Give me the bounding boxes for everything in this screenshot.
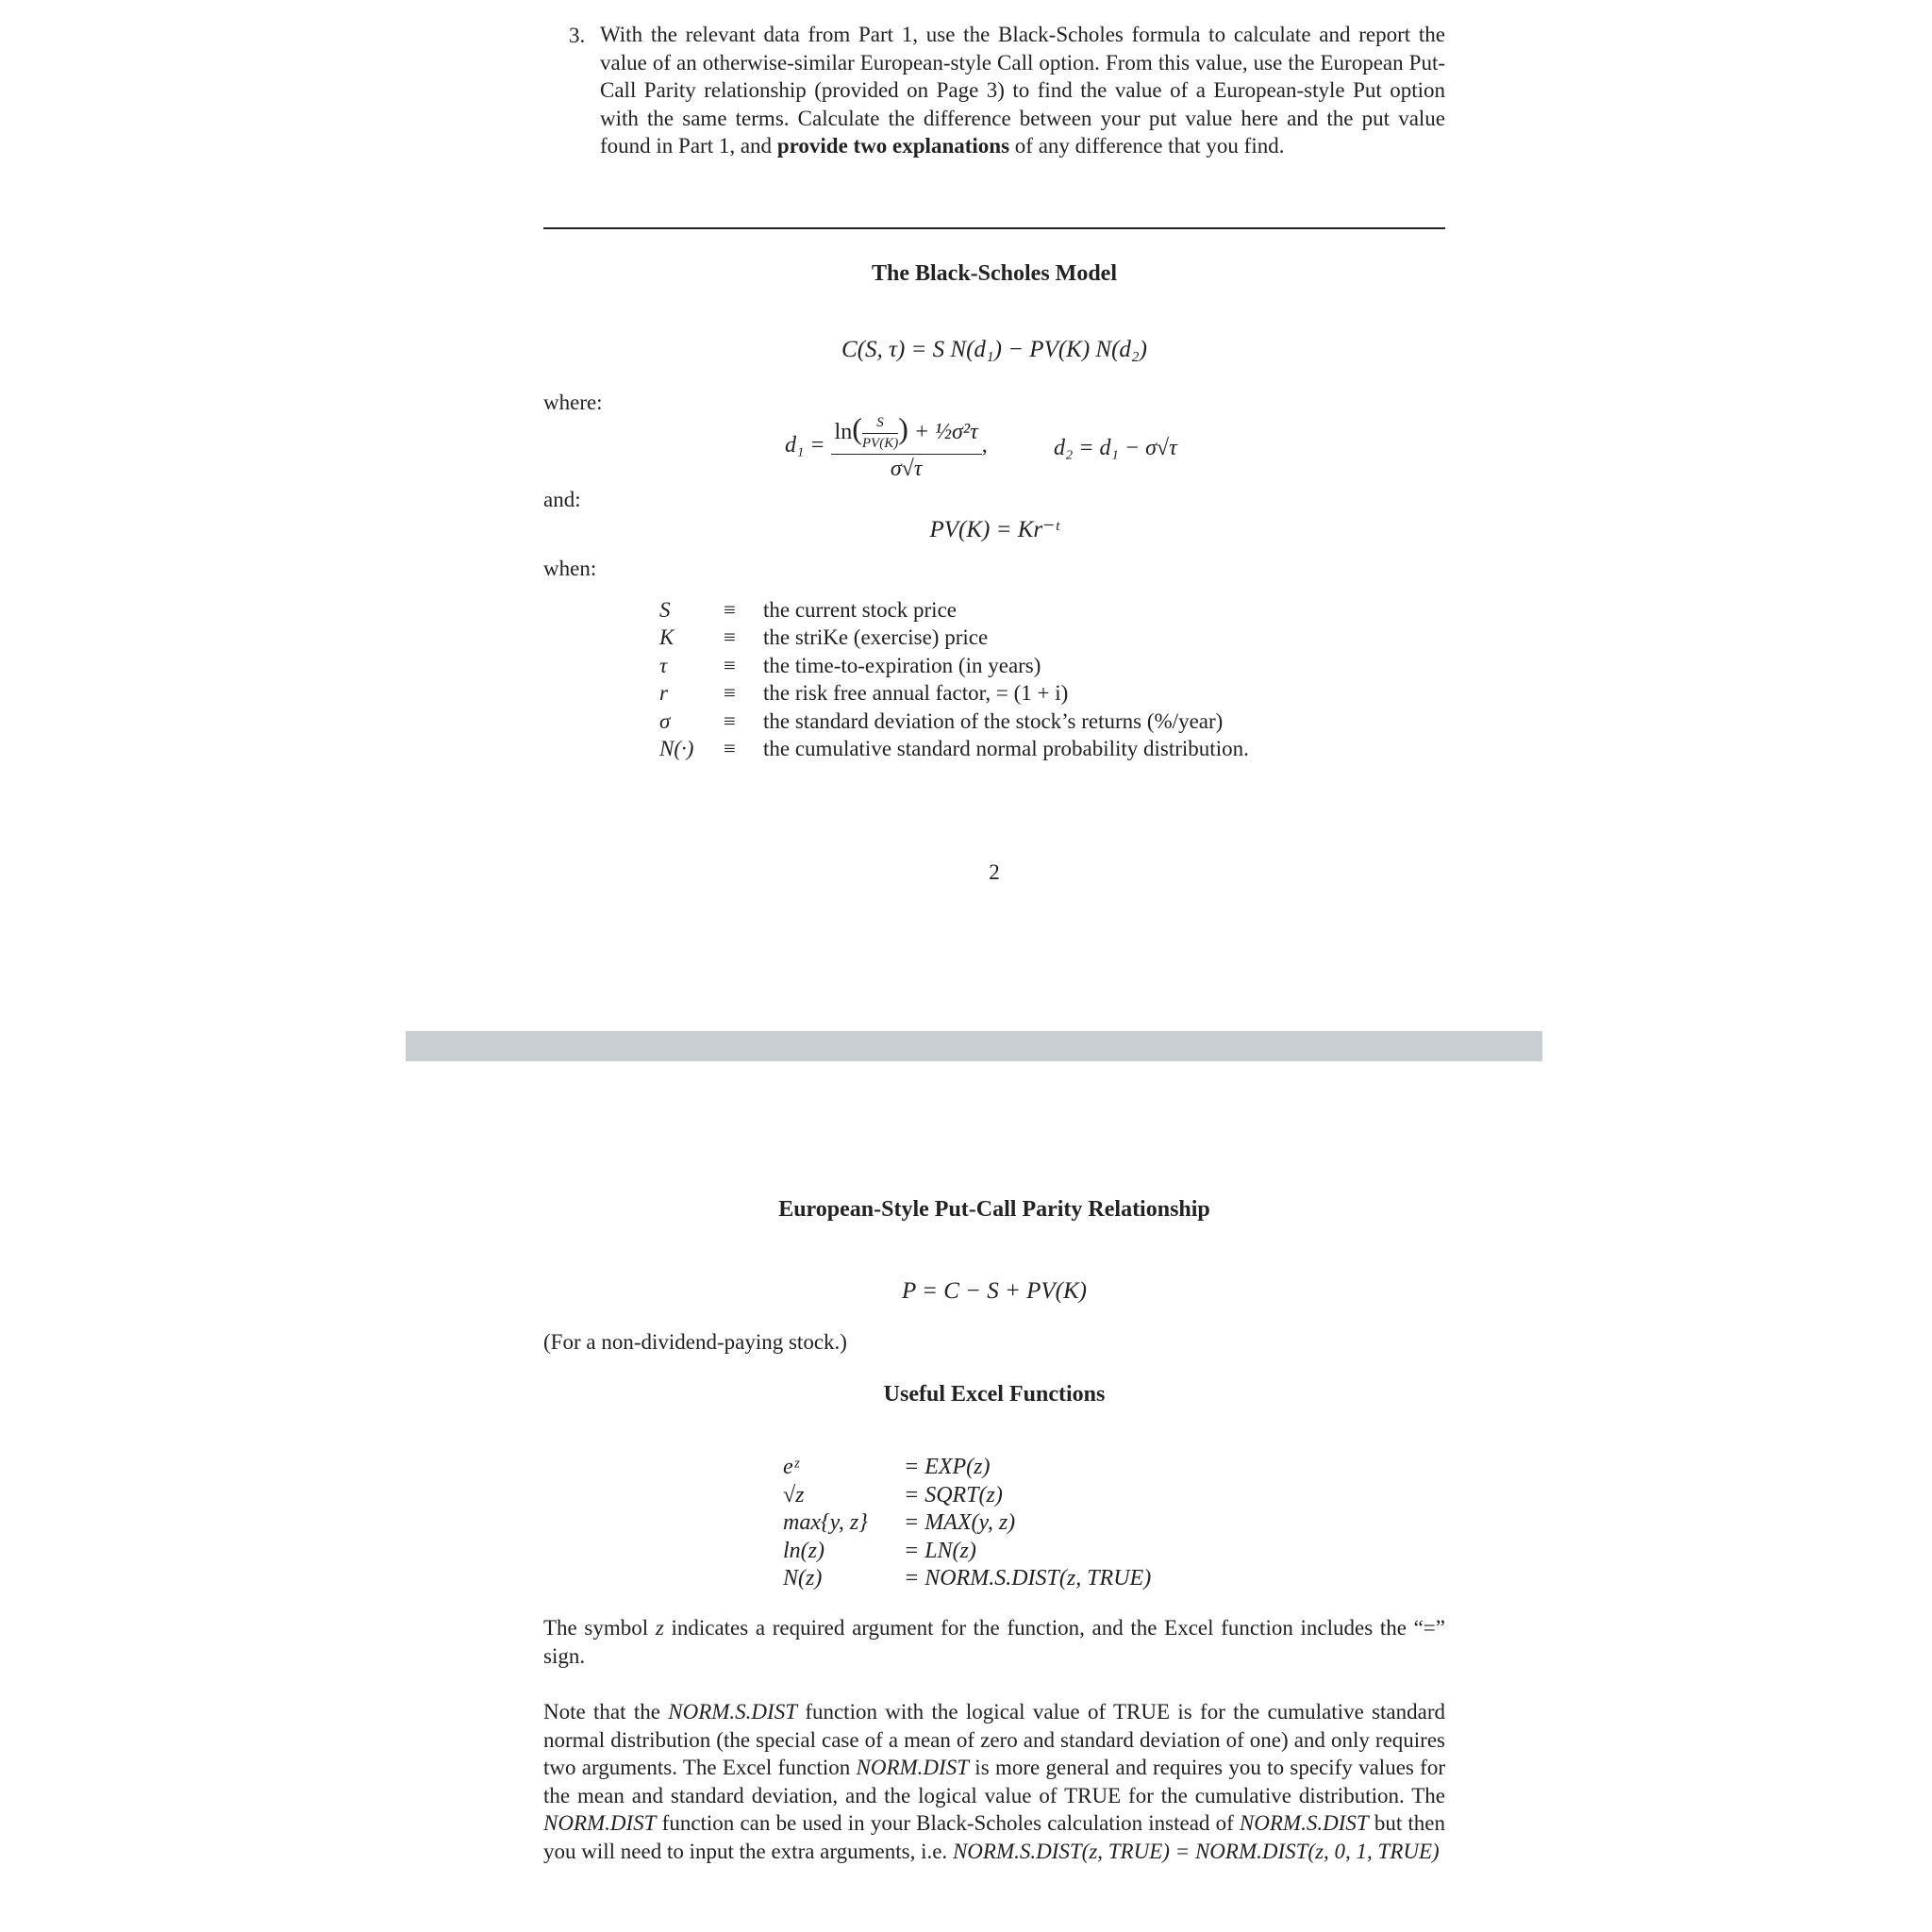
question-number: 3. <box>569 24 586 47</box>
norm-dist-note <box>543 1698 1445 1865</box>
pv-formula: PV(K) = Kr⁻ᵗ <box>929 517 1059 542</box>
and-label: and: <box>543 488 581 511</box>
put-call-formula: P = C − S + PV(K) <box>902 1278 1087 1304</box>
d1-formula: d₁ = ln( $\frac{S}{PV(K)}$ ) + ½σ²τ σ√τ , <box>785 411 988 481</box>
question-text-part2: of any difference that you find. <box>1009 134 1285 158</box>
where-label: where: <box>543 391 603 414</box>
put-call-note: (For a non-dividend-paying stock.) <box>543 1330 847 1354</box>
symbol-note <box>543 1614 1445 1670</box>
s-over-pvk <box>862 415 898 452</box>
s-top: S <box>862 415 898 434</box>
definitions-table <box>659 596 1249 763</box>
excel-row: eᶻ = EXP(z) <box>783 1455 991 1480</box>
note-c: is more general and requires you to specify values for the mean and standard deviation, and the logical value of TRUE for the cumulative distribution. The <box>543 1756 1445 1807</box>
d1-fraction <box>831 411 982 482</box>
page-number: 2 <box>989 860 1000 884</box>
note-fn1: NORM.S.DIST <box>668 1700 797 1724</box>
note-b: function with the logical value of TRUE is for the cumulative standard normal distribution (the special case of a mean of zero and standard deviation of one) and only requires two arguments. The Excel function <box>543 1700 1446 1779</box>
definition-row: r ≡ the risk free annual factor, = (1 + i) <box>659 681 1069 706</box>
question-text-bold: provide two explanations <box>776 134 1010 158</box>
black-scholes-title: The Black-Scholes Model <box>871 261 1117 286</box>
question-text-part1: With the relevant data from Part 1, use the Black-Scholes formula to calculate and report the value of an otherwise-similar European-style Call option. From this value, use the European Put-Call Parity relationship (provided on Page 3) to find the value of a European-style Put option with the same terms. Calculate the difference between your put value here and the put value found in Part 1, and <box>600 23 1445 158</box>
note-d: function can be used in your Black-Scholes calculation instead of <box>656 1811 1240 1835</box>
when-label: when: <box>543 557 597 580</box>
page-separator <box>406 1031 1542 1061</box>
excel-row: ln(z) = LN(z) <box>783 1538 976 1563</box>
excel-functions-table <box>783 1454 1151 1593</box>
definition-row: σ ≡ the standard deviation of the stock’s returns (%/year) <box>659 708 1224 733</box>
symbol-note-b: indicates a required argument for the function, and the Excel function includes the “=” sign. <box>543 1616 1445 1668</box>
horizontal-rule <box>543 227 1445 229</box>
put-call-title: European-Style Put-Call Parity Relationship <box>778 1197 1210 1222</box>
ln-text: ln <box>834 420 853 444</box>
d1-denominator: σ√τ <box>890 456 923 481</box>
note-equation: NORM.S.DIST(z, TRUE) = NORM.DIST(z, 0, 1, TRUE) <box>952 1839 1440 1863</box>
note-a: Note that the <box>543 1700 669 1724</box>
excel-row: max{y, z} = MAX(y, z) <box>783 1510 1016 1536</box>
symbol-z: z <box>655 1616 664 1640</box>
d1-num-rest: + ½σ²τ <box>913 420 978 444</box>
symbol-note-a: The symbol <box>543 1616 656 1640</box>
excel-row: N(z) = NORM.S.DIST(z, TRUE) <box>783 1566 1152 1591</box>
note-fn3: NORM.DIST <box>543 1811 657 1835</box>
note-fn2: NORM.DIST <box>856 1756 969 1779</box>
excel-title: Useful Excel Functions <box>883 1382 1106 1407</box>
d1-numerator: ln( $\frac{S}{PV(K)}$ ) + ½σ²τ <box>831 411 982 455</box>
question-text <box>600 21 1445 160</box>
note-e: but then you will need to input the extra arguments, i.e. <box>543 1811 1445 1863</box>
definition-row: τ ≡ the time-to-expiration (in years) <box>659 653 1041 677</box>
definition-row: K ≡ the striKe (exercise) price <box>659 625 989 650</box>
d2-formula: d₂ = d₁ − σ√τ <box>1054 436 1177 460</box>
definition-row: S ≡ the current stock price <box>659 597 957 622</box>
d1-label: d₁ = <box>785 433 825 458</box>
black-scholes-formula: C(S, τ) = S N(d₁) − PV(K) N(d₂) <box>841 337 1147 362</box>
definition-row: N(·) ≡ the cumulative standard normal probability distribution. <box>659 737 1249 761</box>
pvk-bottom: PV(K) <box>861 435 899 451</box>
excel-row: √z = SQRT(z) <box>783 1482 1003 1507</box>
note-fn4: NORM.S.DIST <box>1239 1811 1369 1835</box>
